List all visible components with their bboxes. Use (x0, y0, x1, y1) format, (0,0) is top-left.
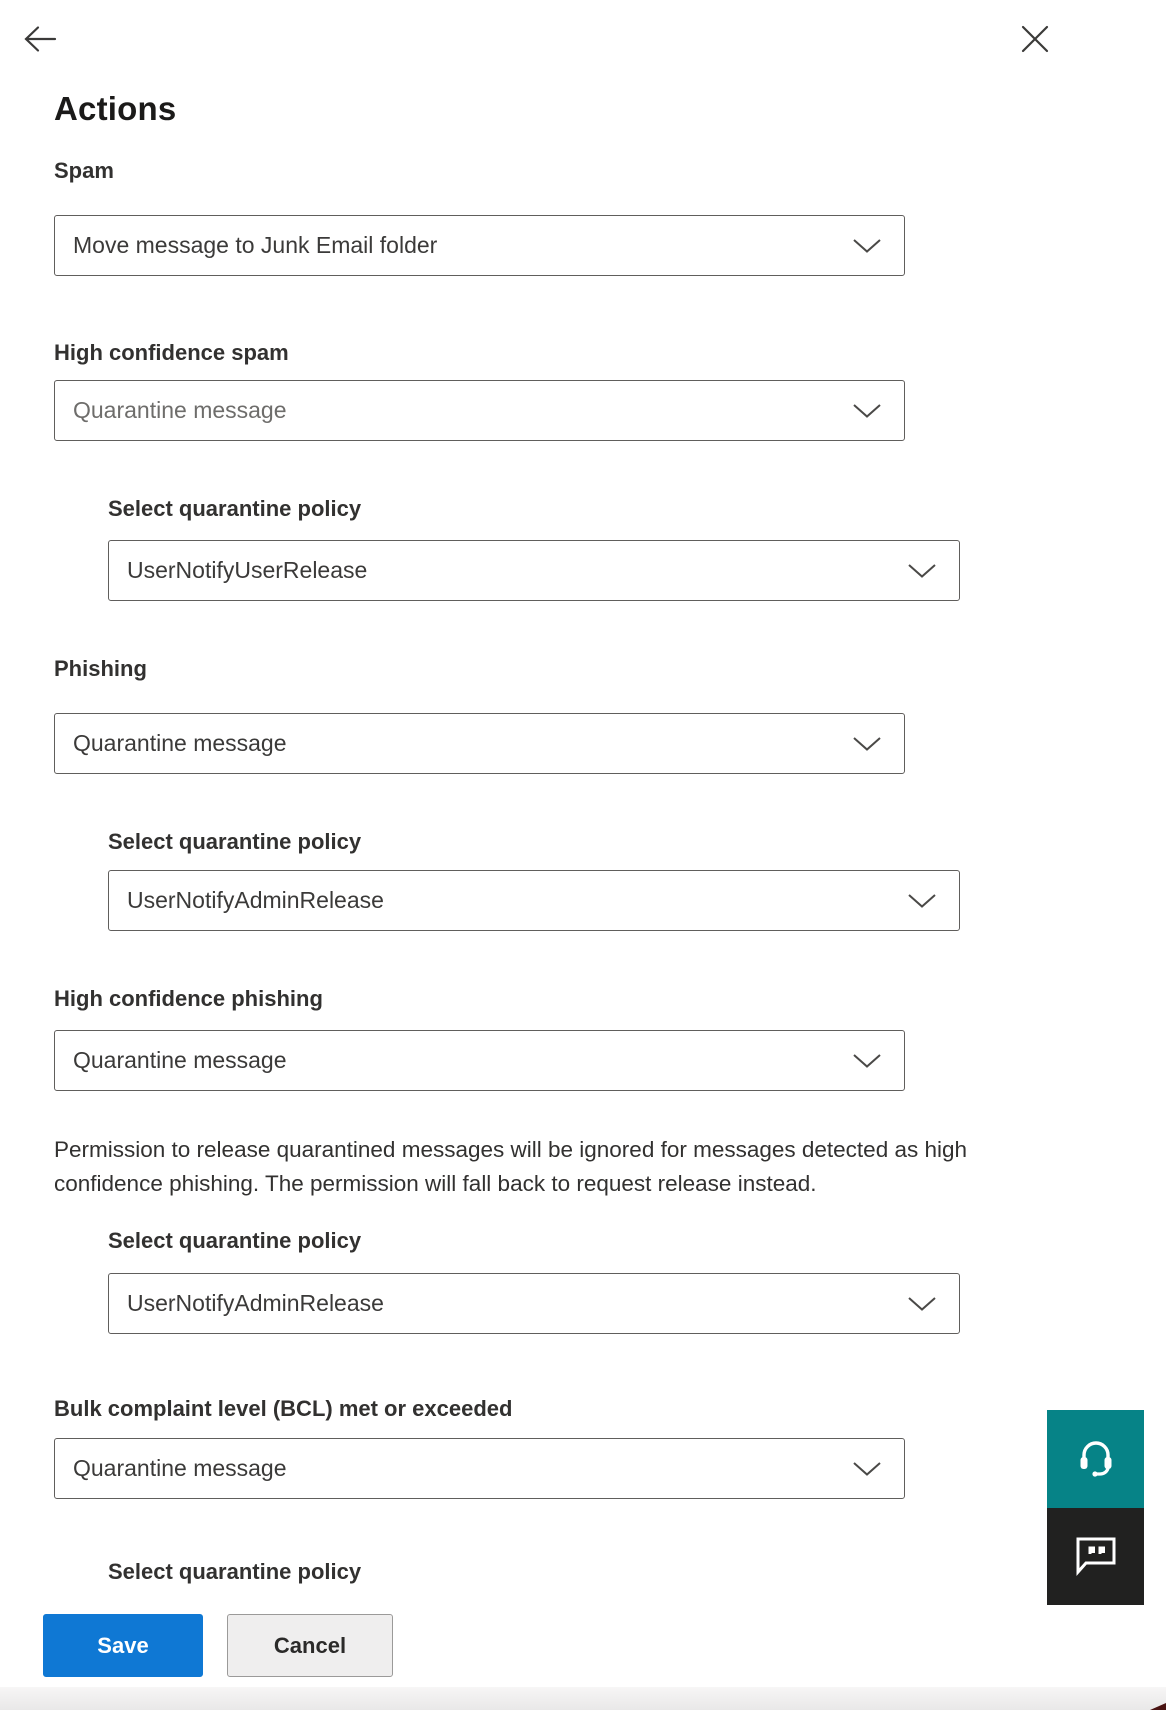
chevron-down-icon (852, 238, 882, 254)
bcl-action-value: Quarantine message (73, 1455, 287, 1481)
phishing-quarantine-policy-label: Select quarantine policy (108, 829, 362, 854)
bcl-action-dropdown[interactable] (54, 1438, 905, 1499)
close-icon (1020, 42, 1050, 57)
chevron-down-icon (852, 403, 882, 419)
high-confidence-spam-dropdown[interactable] (54, 380, 905, 441)
save-button[interactable]: Save (43, 1614, 203, 1677)
hcp-quarantine-policy-dropdown[interactable] (108, 1273, 960, 1334)
hcp-quarantine-policy-label: Select quarantine policy (108, 1228, 362, 1253)
hcs-quarantine-policy-value: UserNotifyUserRelease (127, 557, 368, 583)
phishing-quarantine-policy-value: UserNotifyAdminRelease (127, 887, 384, 913)
back-arrow-icon (22, 42, 58, 57)
corner-artifact (1150, 1703, 1166, 1710)
chevron-down-icon (852, 736, 882, 752)
back-button[interactable] (22, 24, 58, 54)
high-confidence-phishing-note: Permission to release quarantined messages will be ignored for messages detected as high confidence phishing. The permission will fall back to request release instead. (54, 1137, 968, 1196)
bcl-quarantine-policy-label-truncated: Select quarantine policy (108, 1559, 362, 1584)
feedback-button[interactable] (1047, 1508, 1144, 1605)
hcp-quarantine-policy-value: UserNotifyAdminRelease (127, 1290, 384, 1316)
chevron-down-icon (907, 893, 937, 909)
high-confidence-spam-value: Quarantine message (73, 397, 287, 423)
high-confidence-phishing-label: High confidence phishing (54, 986, 323, 1011)
hcs-quarantine-policy-dropdown[interactable] (108, 540, 960, 601)
spam-label: Spam (54, 158, 114, 183)
high-confidence-phishing-value: Quarantine message (73, 1047, 287, 1073)
help-support-button[interactable] (1047, 1410, 1144, 1508)
bottom-edge-strip (0, 1687, 1166, 1710)
phishing-action-dropdown[interactable] (54, 713, 905, 774)
phishing-label: Phishing (54, 656, 147, 681)
close-button[interactable] (1020, 24, 1050, 54)
headset-icon (1074, 1435, 1118, 1484)
chevron-down-icon (852, 1053, 882, 1069)
spam-action-dropdown[interactable] (54, 215, 905, 276)
chevron-down-icon (852, 1461, 882, 1477)
hcs-quarantine-policy-label: Select quarantine policy (108, 496, 362, 521)
high-confidence-phishing-dropdown[interactable] (54, 1030, 905, 1091)
feedback-speech-bubble-icon (1073, 1533, 1119, 1580)
bcl-label: Bulk complaint level (BCL) met or exceeded (54, 1396, 513, 1421)
spam-action-value: Move message to Junk Email folder (73, 232, 438, 258)
chevron-down-icon (907, 1296, 937, 1312)
page-title: Actions (54, 90, 177, 127)
high-confidence-spam-label: High confidence spam (54, 340, 289, 365)
phishing-quarantine-policy-dropdown[interactable] (108, 870, 960, 931)
phishing-action-value: Quarantine message (73, 730, 287, 756)
chevron-down-icon (907, 563, 937, 579)
cancel-button[interactable]: Cancel (227, 1614, 393, 1677)
